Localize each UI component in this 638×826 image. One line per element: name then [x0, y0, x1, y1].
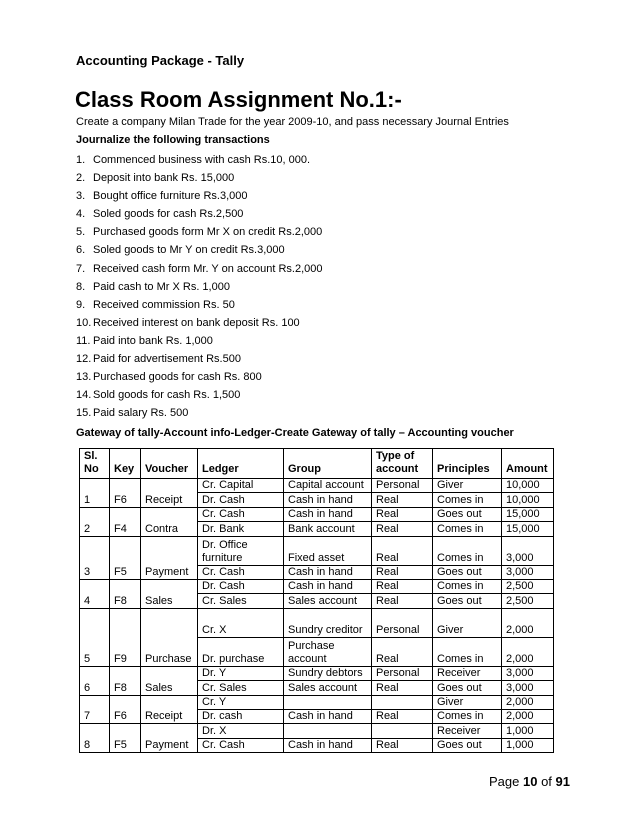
column-header-type [372, 449, 433, 479]
cell-principle: Goes out [433, 565, 502, 579]
column-header-type-line2: account [376, 463, 419, 475]
cell-type [372, 724, 433, 738]
cell-sl: 8 [80, 724, 110, 753]
table-row [80, 536, 554, 565]
voucher-table [79, 448, 554, 753]
transaction-list [76, 151, 323, 422]
list-item [76, 296, 323, 314]
cell-group: Cash in hand [284, 709, 372, 723]
cell-amount: 10,000 [502, 493, 554, 507]
cell-principle: Comes in [433, 536, 502, 565]
column-header-voucher: Voucher [141, 449, 198, 479]
list-item [76, 205, 323, 223]
cell-voucher: Payment [141, 536, 198, 579]
cell-sl: 6 [80, 666, 110, 695]
cell-ledger [198, 536, 284, 565]
column-header-ledger: Ledger [198, 449, 284, 479]
table-row [80, 507, 554, 521]
cell-group [284, 724, 372, 738]
list-item-number: 15. [76, 407, 92, 420]
list-item-number: 13. [76, 371, 92, 384]
cell-group: Bank account [284, 522, 372, 536]
gateway-path-text: Gateway of tally-Account info-Ledger-Create Gateway of tally – Accounting voucher [76, 427, 514, 439]
cell-principle: Comes in [433, 637, 502, 666]
column-header-group: Group [284, 449, 372, 479]
cell-type: Real [372, 522, 433, 536]
cell-voucher: Purchase [141, 608, 198, 666]
cell-principle: Comes in [433, 493, 502, 507]
cell-type: Real [372, 536, 433, 565]
page-number-middle: of [537, 774, 556, 789]
table-row [80, 695, 554, 709]
list-item-number: 7. [76, 262, 86, 275]
list-item [76, 169, 323, 187]
list-item-number: 11. [76, 334, 91, 347]
list-item-number: 4. [76, 208, 86, 221]
cell-principle: Goes out [433, 507, 502, 521]
page-number-total: 91 [555, 774, 570, 789]
cell-sl: 5 [80, 608, 110, 666]
cell-type: Personal [372, 608, 433, 637]
cell-group-line2: account [288, 652, 327, 665]
list-item-text: Received cash form Mr. Y on account Rs.2,000 [93, 262, 323, 275]
list-item-number: 3. [76, 190, 86, 203]
column-header-sl [80, 449, 110, 479]
cell-group: Cash in hand [284, 507, 372, 521]
table-row [80, 666, 554, 680]
cell-principle: Goes out [433, 594, 502, 608]
list-item-text: Paid for advertisement Rs.500 [93, 353, 241, 366]
cell-ledger: Cr. Cash [198, 738, 284, 752]
cell-key: F8 [110, 666, 141, 695]
list-item-text: Purchased goods form Mr X on credit Rs.2,000 [93, 226, 323, 239]
cell-group [284, 637, 372, 666]
cell-sl: 4 [80, 579, 110, 608]
cell-ledger-line1: Dr. Office [202, 538, 248, 551]
cell-principle: Goes out [433, 738, 502, 752]
cell-type: Personal [372, 666, 433, 680]
cell-voucher: Sales [141, 666, 198, 695]
cell-amount: 2,000 [502, 637, 554, 666]
list-item-text: Received commission Rs. 50 [93, 298, 235, 311]
cell-ledger: Dr. Bank [198, 522, 284, 536]
list-item-text: Paid cash to Mr X Rs. 1,000 [93, 280, 230, 293]
cell-amount: 15,000 [502, 507, 554, 521]
cell-type: Real [372, 579, 433, 593]
cell-ledger: Cr. Y [198, 695, 284, 709]
list-item-text: Paid into bank Rs. 1,000 [93, 334, 213, 347]
cell-amount: 2,000 [502, 695, 554, 709]
intro-text: Create a company Milan Trade for the year 2009-10, and pass necessary Journal Entries [76, 116, 509, 128]
cell-group: Sales account [284, 681, 372, 695]
list-item [76, 278, 323, 296]
table-row [80, 579, 554, 593]
column-header-type-line1: Type of [376, 450, 415, 462]
table-header-row [80, 449, 554, 479]
cell-amount: 2,000 [502, 709, 554, 723]
cell-voucher: Sales [141, 579, 198, 608]
list-item-number: 5. [76, 226, 86, 239]
cell-ledger-line2: furniture [202, 551, 243, 564]
cell-key: F4 [110, 507, 141, 536]
cell-group: Cash in hand [284, 738, 372, 752]
list-item-number: 1. [76, 154, 86, 166]
page-number-current: 10 [522, 774, 538, 789]
cell-ledger: Cr. Capital [198, 479, 284, 493]
cell-amount: 1,000 [502, 738, 554, 752]
cell-group: Cash in hand [284, 565, 372, 579]
cell-type: Real [372, 507, 433, 521]
cell-principle: Comes in [433, 709, 502, 723]
cell-amount: 2,500 [502, 579, 554, 593]
list-item [76, 314, 323, 332]
cell-group: Sundry creditor [284, 608, 372, 637]
cell-ledger: Cr. X [198, 608, 284, 637]
list-item-number: 12. [76, 353, 92, 366]
cell-ledger: Dr. purchase [198, 637, 284, 666]
cell-type: Real [372, 681, 433, 695]
page-number-prefix: Page [489, 774, 523, 789]
list-item-number: 8. [76, 280, 86, 293]
column-header-sl-line2: No [84, 463, 99, 475]
list-item-text: Deposit into bank Rs. 15,000 [93, 172, 235, 185]
cell-ledger: Cr. Cash [198, 507, 284, 521]
list-item [76, 151, 323, 169]
cell-principle: Receiver [433, 724, 502, 738]
cell-ledger: Cr. Cash [198, 565, 284, 579]
cell-ledger: Dr. Cash [198, 579, 284, 593]
cell-group: Cash in hand [284, 493, 372, 507]
column-header-amount: Amount [502, 449, 554, 479]
cell-type: Real [372, 709, 433, 723]
cell-type: Real [372, 493, 433, 507]
document-header: Accounting Package - Tally [76, 53, 245, 68]
list-item [76, 332, 323, 350]
list-item-text: Soled goods for cash Rs.2,500 [93, 208, 244, 221]
cell-group: Capital account [284, 479, 372, 493]
cell-group: Fixed asset [284, 536, 372, 565]
list-item-number: 9. [76, 298, 86, 311]
cell-voucher: Receipt [141, 479, 198, 508]
cell-key: F6 [110, 479, 141, 508]
cell-type: Real [372, 738, 433, 752]
list-item [76, 386, 323, 404]
cell-amount: 10,000 [502, 479, 554, 493]
cell-principle: Giver [433, 608, 502, 637]
list-item-text: Purchased goods for cash Rs. 800 [93, 371, 262, 384]
cell-voucher: Payment [141, 724, 198, 753]
list-item-text: Sold goods for cash Rs. 1,500 [93, 389, 241, 402]
cell-key: F5 [110, 536, 141, 579]
column-header-principles: Principles [433, 449, 502, 479]
cell-group: Cash in hand [284, 579, 372, 593]
list-item [76, 260, 323, 278]
cell-amount: 3,000 [502, 681, 554, 695]
list-item-number: 6. [76, 244, 86, 257]
page-title: Class Room Assignment No.1:- [75, 87, 402, 112]
cell-amount: 2,500 [502, 594, 554, 608]
cell-ledger: Cr. Sales [198, 681, 284, 695]
cell-group: Sales account [284, 594, 372, 608]
cell-sl: 2 [80, 507, 110, 536]
cell-group: Sundry debtors [284, 666, 372, 680]
list-item [76, 368, 323, 386]
list-item-text: Bought office furniture Rs.3,000 [93, 190, 248, 203]
cell-type: Real [372, 594, 433, 608]
cell-voucher: Contra [141, 507, 198, 536]
cell-voucher: Receipt [141, 695, 198, 724]
cell-principle: Goes out [433, 681, 502, 695]
cell-amount: 3,000 [502, 666, 554, 680]
list-item [76, 223, 323, 241]
list-item-text: Received interest on bank deposit Rs. 100 [93, 316, 300, 329]
list-item [76, 241, 323, 259]
page-number [489, 774, 570, 789]
cell-amount: 3,000 [502, 536, 554, 565]
column-header-sl-line1: Sl. [84, 450, 98, 462]
list-item-number: 14. [76, 389, 92, 402]
cell-key: F9 [110, 608, 141, 666]
cell-type: Real [372, 565, 433, 579]
list-item-number: 2. [76, 172, 86, 185]
list-item [76, 350, 323, 368]
cell-ledger: Cr. Sales [198, 594, 284, 608]
cell-ledger: Dr. X [198, 724, 284, 738]
cell-principle: Giver [433, 479, 502, 493]
list-item-text: Paid salary Rs. 500 [93, 407, 189, 420]
table-row [80, 479, 554, 493]
list-item [76, 187, 323, 205]
list-item-text: Soled goods to Mr Y on credit Rs.3,000 [93, 244, 285, 257]
cell-sl: 7 [80, 695, 110, 724]
cell-principle: Giver [433, 695, 502, 709]
table-row [80, 608, 554, 637]
cell-ledger: Dr. Y [198, 666, 284, 680]
table-row [80, 724, 554, 738]
list-item-number: 10. [76, 316, 92, 329]
cell-amount: 15,000 [502, 522, 554, 536]
cell-key: F8 [110, 579, 141, 608]
section-subheading: Journalize the following transactions [76, 134, 270, 146]
cell-ledger: Dr. Cash [198, 493, 284, 507]
column-header-key: Key [110, 449, 141, 479]
cell-principle: Comes in [433, 522, 502, 536]
cell-group-line1: Purchase [288, 639, 335, 652]
cell-amount: 3,000 [502, 565, 554, 579]
cell-sl: 1 [80, 479, 110, 508]
cell-principle: Receiver [433, 666, 502, 680]
cell-type [372, 695, 433, 709]
cell-principle: Comes in [433, 579, 502, 593]
list-item-text: Commenced business with cash Rs.10, 000. [93, 154, 311, 166]
cell-key: F6 [110, 695, 141, 724]
cell-ledger: Dr. cash [198, 709, 284, 723]
cell-key: F5 [110, 724, 141, 753]
list-item [76, 404, 323, 422]
cell-sl: 3 [80, 536, 110, 579]
cell-amount: 2,000 [502, 608, 554, 637]
cell-amount: 1,000 [502, 724, 554, 738]
cell-group [284, 695, 372, 709]
cell-type: Personal [372, 479, 433, 493]
cell-type: Real [372, 637, 433, 666]
